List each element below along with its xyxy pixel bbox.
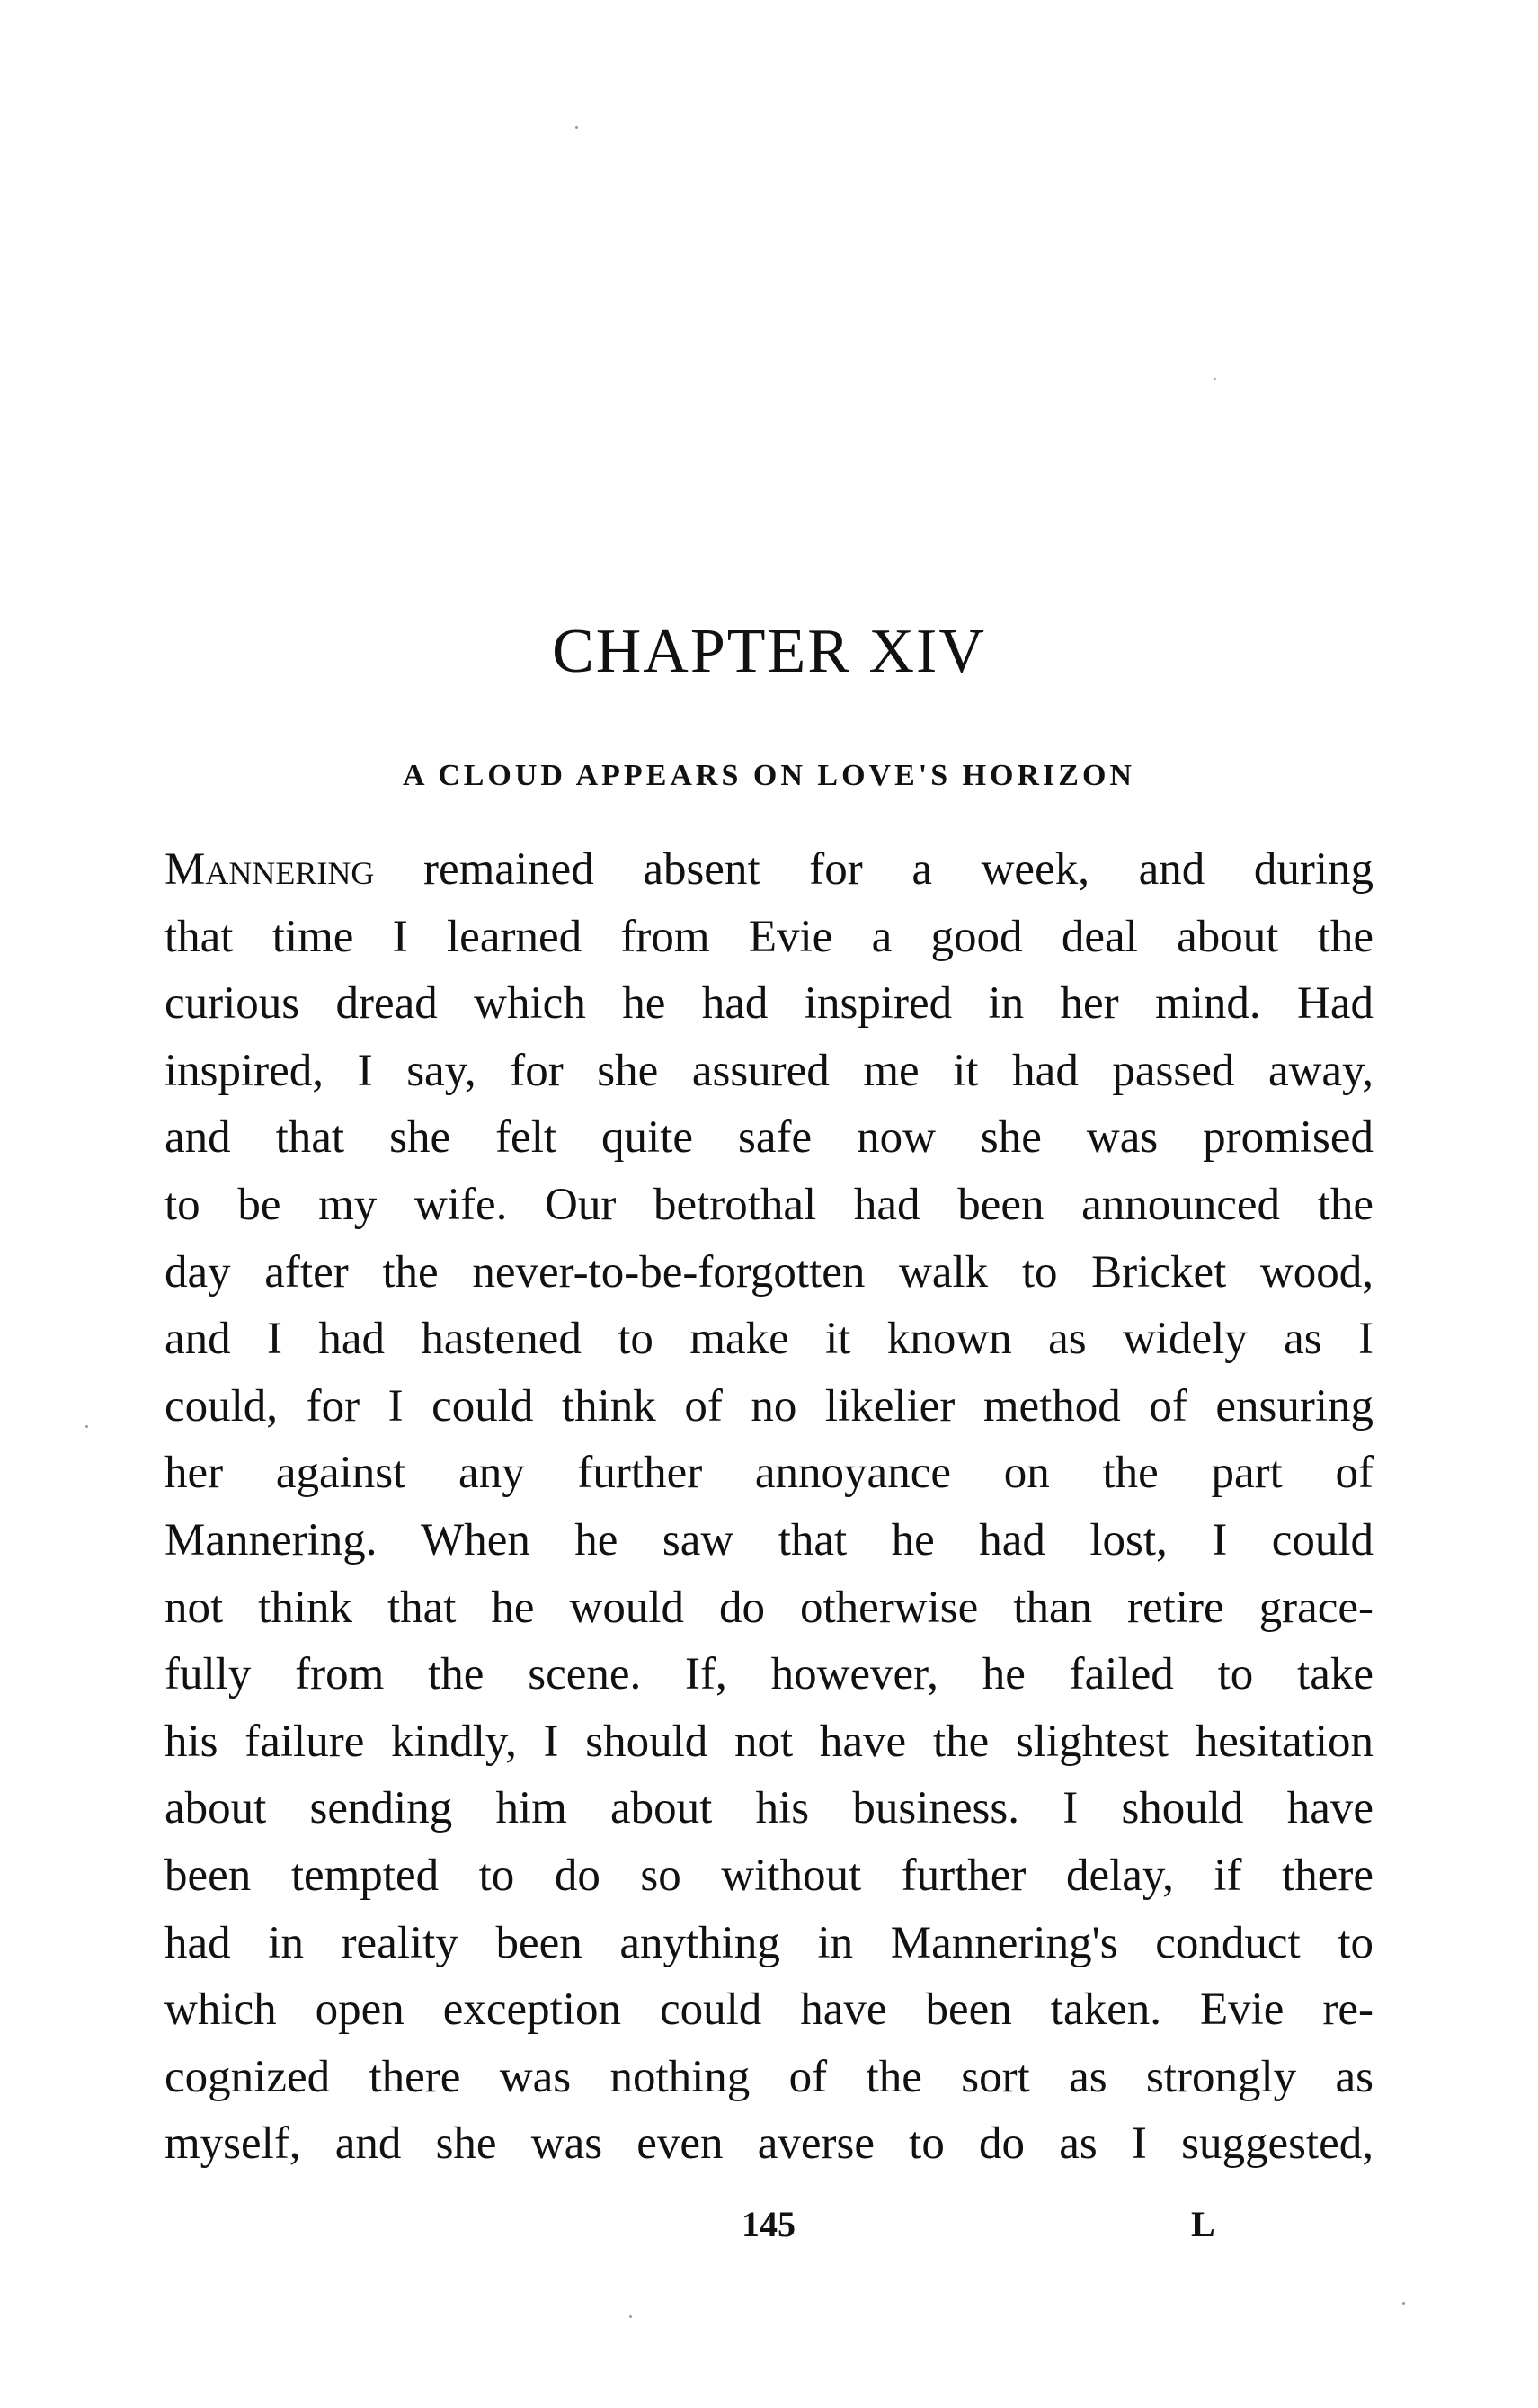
text-line: day after the never-to-be-forgotten walk to Bricket wood,: [164, 1246, 1374, 1298]
paper-speck: [85, 1425, 88, 1428]
chapter-subtitle: A CLOUD APPEARS ON LOVE'S HORIZON: [403, 759, 1135, 792]
text-line: inspired, I say, for she assured me it had passed away,: [164, 1045, 1374, 1096]
text-line: her against any further annoyance on the part of: [164, 1448, 1374, 1499]
text-line: which open exception could have been taken. Evie re-: [164, 1984, 1374, 2036]
text-line: not think that he would do otherwise than retire grace-: [164, 1582, 1374, 1633]
text-line: his failure kindly, I should not have the slightest hesitation: [164, 1716, 1374, 1767]
text-line: to be my wife. Our betrothal had been announced the: [164, 1179, 1374, 1230]
text-line: myself, and she was even averse to do as I suggested,: [164, 2118, 1374, 2170]
page-footer: [0, 2203, 1538, 2257]
paper-speck: [1402, 2302, 1405, 2305]
signature-mark: L: [1191, 2204, 1215, 2244]
page-number: 145: [742, 2204, 796, 2244]
paper-speck: [1214, 378, 1216, 380]
paper-speck: [629, 2315, 632, 2318]
text-line: had in reality been anything in Mannering's conduct to: [164, 1917, 1374, 1968]
paper-speck: [575, 126, 578, 129]
text-line: about sending him about his business. I should have: [164, 1783, 1374, 1834]
text-line: Mannering. When he saw that he had lost, I could: [164, 1514, 1374, 1565]
text-line: and that she felt quite safe now she was promised: [164, 1112, 1374, 1164]
line-text: remained absent for a week, and during: [374, 844, 1374, 895]
text-line: that time I learned from Evie a good deal about the: [164, 911, 1374, 962]
body-text: [164, 836, 1374, 2178]
text-line: could, for I could think of no likelier method of ensuring: [164, 1380, 1374, 1431]
text-line: curious dread which he had inspired in her mind. Had: [164, 978, 1374, 1030]
first-word: Mannering: [164, 844, 375, 895]
text-line: [164, 836, 1374, 904]
text-line: been tempted to do so without further delay, if there: [164, 1850, 1374, 1901]
text-line: and I had hastened to make it known as widely as I: [164, 1314, 1374, 1365]
chapter-title: CHAPTER XIV: [552, 617, 986, 686]
text-line: cognized there was nothing of the sort as strongly as: [164, 2051, 1374, 2102]
text-line: fully from the scene. If, however, he failed to take: [164, 1649, 1374, 1700]
